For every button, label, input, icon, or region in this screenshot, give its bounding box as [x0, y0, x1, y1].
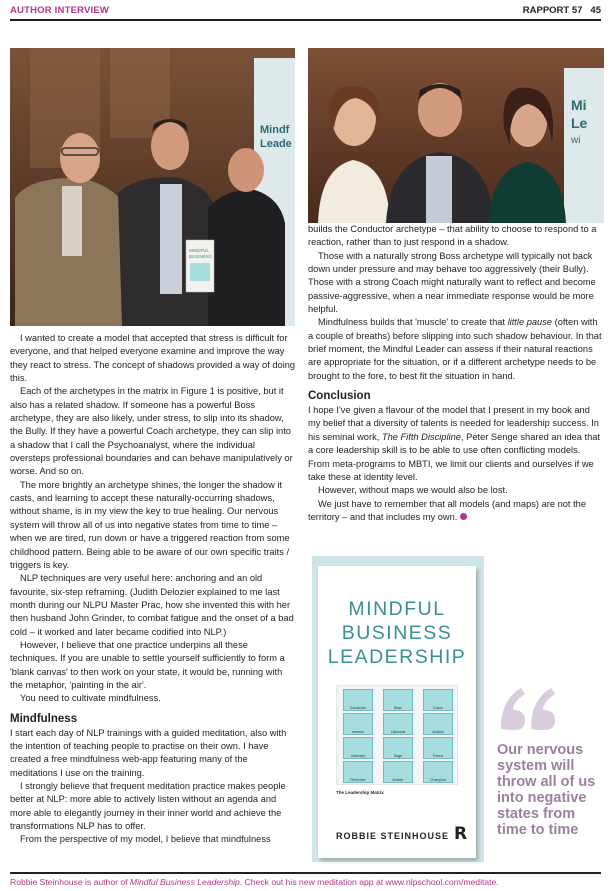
magazine-name: RAPPORT 57 — [522, 5, 583, 16]
book-title-line: LEADERSHIP — [327, 646, 467, 668]
book-subtitle: The Leadership Matrix — [336, 790, 384, 795]
paragraph: However, without maps we would also be lost. — [318, 485, 508, 496]
text-run: , Peter Senge shared an idea that a core leadership skill is to be able to use often conflicting models. From meta-programs to MBTI, we limit our clients and ourselves if we take these at identity level. — [308, 431, 600, 482]
paragraph: builds the Conductor archetype – that ability to choose to respond to a reaction, rather than to just respond in a shadow. — [308, 224, 597, 248]
magazine-info — [523, 5, 601, 16]
photo-two-women-and-man — [308, 48, 604, 223]
page-header — [10, 0, 601, 20]
paragraph: Those with a naturally strong Boss archetype will typically not back down under pressure and may behave too aggressively (their Bully). Those with a strong Coach might naturally want to reflect and become passive-aggressive, when a near immediate response would be more helpful. — [308, 250, 596, 315]
photo-two-women-and-man-image — [308, 48, 604, 223]
matrix-tile-label: Analyst — [432, 730, 444, 734]
leadership-matrix-grid — [336, 685, 458, 785]
photo-three-men-image — [10, 48, 295, 326]
text-run: Mindfulness builds that 'muscle' to create that — [318, 317, 508, 328]
paragraph: I strongly believe that frequent meditation practice makes people better at NLP: more able to actively listen without an agenda and more able to elegantly journey in their inner world and achieve the transformations NLP has to offer. — [10, 781, 286, 832]
book-title-line: BUSINESS — [341, 622, 453, 644]
paragraph: I start each day of NLP trainings with a guided meditation, also with the intention of teaching people to practise on their own. I have created a free mindfulness web-app featuring many of the meditations I use on the training. — [10, 727, 287, 778]
paragraph: I wanted to create a model that accepted that stress is difficult for everyone, and that helped everyone examine and improve the way they react to stress. The concept of shadows provided a way of doing this. — [10, 333, 296, 384]
matrix-tile-label: Inventor — [351, 730, 365, 734]
paragraph: From the perspective of my model, I believe that mindfulness — [20, 834, 271, 845]
svg-text:Mindf: Mindf — [260, 124, 290, 136]
end-mark-icon — [460, 513, 467, 520]
paragraph — [308, 316, 604, 383]
emphasis: little pause — [507, 317, 553, 328]
footer-text: . Check out his new meditation app at www.nlpschool.com/meditate. — [239, 877, 499, 887]
text-run: I hope I've given a flavour of the model that I present in my book and my belief that a diversity of talents is needed for leadership success. In his seminal work, — [308, 405, 599, 442]
book-reference: The Fifth Discipline — [381, 431, 461, 442]
matrix-tile-label: Boss — [394, 706, 402, 710]
paragraph — [308, 404, 604, 484]
paragraph: The more brightly an archetype shines, the longer the shadow it casts, and learning to accept these naturally-occurring shadows, without shame, is in my view the key to true healing. Our nervous system will throw all of us into negative states from time to time – when we are tired, run down or have a triggered reaction from some childhood pattern. Being able to be aware of our own specific traits / triggers is key. — [10, 479, 290, 570]
heading-mindfulness: Mindfulness — [10, 712, 78, 725]
footer-rule — [10, 872, 601, 874]
paragraph: NLP techniques are very useful here: anchoring and an old favourite, six-step reframing. (Judith Delozier explained to me last month during our NLPU Master Prac, how she invented this with her then husband John Grinder, to combat fatigue and the onset of a bad cold – it worked and later became codified into NLP.) — [10, 573, 294, 637]
svg-text:Le: Le — [571, 115, 588, 131]
matrix-tile-label: Friend — [433, 754, 443, 758]
matrix-tile-label: Conductor — [349, 706, 367, 710]
publisher-logo: R — [454, 824, 468, 844]
paragraph: You need to cultivate mindfulness. — [20, 693, 161, 704]
text-run: (often with a couple of breaths) before slipping into such shadow behaviour. In that brief moment, the Mindful Leader can assess if their natural reactions are appropriate for the situation, or if a different archetype needs to be brought to the fore, to best fit the situation in hand. — [308, 317, 602, 381]
book-title-line: MINDFUL — [348, 598, 446, 620]
matrix-tile-label: Diplomat — [391, 730, 405, 734]
book-cover-area — [312, 556, 484, 862]
quote-marks-icon-svg — [497, 680, 561, 734]
header-rule — [10, 19, 601, 21]
matrix-tile-label: Champion — [430, 778, 446, 782]
article-column-right — [308, 223, 604, 524]
book-author: ROBBIE STEINHOUSE — [336, 831, 450, 841]
paragraph — [308, 498, 604, 525]
heading-conclusion: Conclusion — [308, 390, 371, 403]
matrix-tile-label: Visionary — [350, 754, 366, 758]
paragraph: However, I believe that one practice underpins all these techniques. If you are unable to settle yourself sufficiently to form a 'blank canvas' to then work on your state, it would be, running with the metaphor, 'painting in the air'. — [10, 639, 285, 690]
book-cover — [318, 566, 476, 858]
photo-three-men — [10, 48, 295, 326]
matrix-tile-label: Coach — [432, 706, 444, 710]
svg-text:MINDFUL: MINDFUL — [189, 248, 209, 253]
page-number: 45 — [590, 5, 601, 16]
article-column-left — [10, 332, 296, 847]
matrix-tile-label: Performer — [350, 778, 366, 782]
matrix-tile-label: Builder — [392, 778, 404, 782]
author-bio-footer — [10, 877, 499, 887]
pull-quote: Our nervous system will throw all of us into negative states from time to time — [497, 742, 596, 838]
text-run: We just have to remember that all models (and maps) are not the territory – and that includes my own. — [308, 498, 587, 522]
svg-text:wi: wi — [571, 135, 581, 146]
section-title: AUTHOR INTERVIEW — [10, 5, 110, 16]
svg-text:BUSINESS: BUSINESS — [189, 254, 212, 259]
paragraph: Each of the archetypes in the matrix in Figure 1 is positive, but it also has a related shadow. If someone has a powerful Boss archetype, they are also likely, under stress, to slip into its shadow, the Bully. If they have a powerful Coach archetype, they can slip into a shadow that I call the Psychoanalyst, where the individual oversteps professional boundaries and can behave manipulatively or worse. And so on. — [10, 386, 293, 477]
footer-text: Robbie Steinhouse is author of — [10, 877, 130, 887]
svg-text:Leade: Leade — [260, 138, 292, 150]
footer-book-title: Mindful Business Leadership — [129, 877, 240, 887]
svg-text:Mi: Mi — [571, 97, 587, 113]
matrix-tile-label: Sage — [393, 754, 403, 758]
quote-marks-icon — [497, 680, 561, 739]
